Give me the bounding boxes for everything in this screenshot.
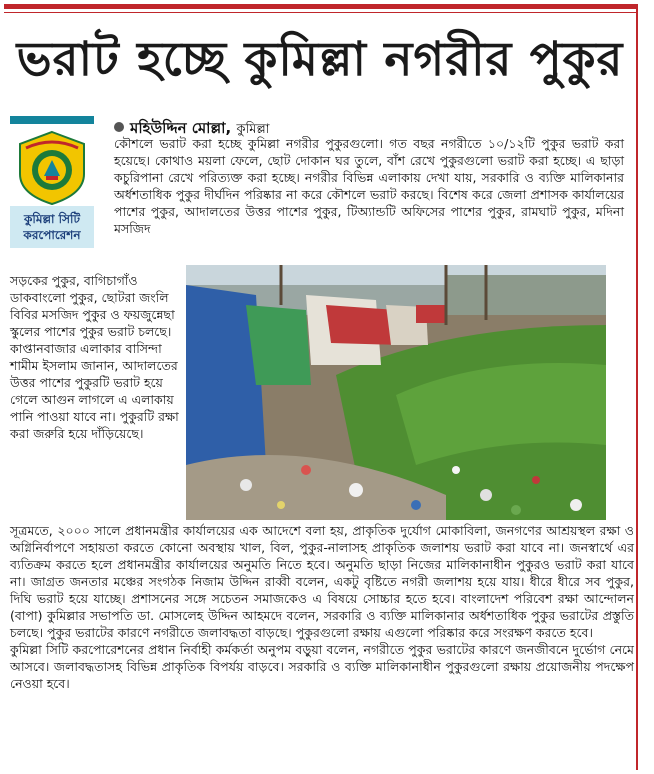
seal-icon — [16, 130, 88, 206]
bullet-icon — [114, 122, 124, 132]
author: মহিউদ্দিন মোল্লা, — [130, 119, 232, 137]
location: কুমিল্লা — [236, 122, 270, 137]
city-corporation-logo — [10, 116, 94, 214]
side-paragraph: সড়কের পুকুর, বাগিচাগাঁও ডাকবাংলো পুকুর, ছোটরা জংলি বিবির মসজিদ পুকুর ও ফয়জুন্নেছা স্কুলের পাশের পুকুর ভরাট চলছে। কাপ্তানবাজার এলাকার বাসিন্দা শামীম ইসলাম জানান, আদালতের উত্তর পাশের পুকুরটি ভরাট হয়ে গেলে আগুন লাগলে এ এলাকায় পানি পাওয়া যাবে না। পুকুরটি রক্ষা করা জরুরি হয়ে দাঁড়িয়েছে। — [10, 273, 179, 441]
body-text — [10, 522, 634, 692]
article-photo — [186, 265, 606, 520]
body-paragraph: সূত্রমতে, ২০০০ সালে প্রধানমন্ত্রীর কার্যালয়ের এক আদেশে বলা হয়, প্রাকৃতিক দুর্যোগ মোকাবিলা, জনগণের আশ্রয়স্থল রক্ষা ও অগ্নিনির্বাপণে সহায়তা করতে কোনো অবস্থায় খাল, বিল, পুকুর-নালাসহ প্রাকৃতিক জলাশয় ভরাট করা যাবে না। জনস্বার্থে এর ব্যতিক্রম করতে হলে প্রধানমন্ত্রীর কার্যালয়ের অনুমতি নিতে হবে। অনুমতি ছাড়া নিজের মালিকানাধীন পুকুরও ভরাট করা যাবে না। জাগ্রত জনতার মঞ্চের সংগঠক নিজাম উদ্দিন রাব্বী বলেন, একটু বৃষ্টিতে নগরী জলাশয় হয়ে যায়। ধীরে ধীরে সব পুকুর, দিঘি ভরাট হয়ে যাচ্ছে। প্রশাসনের সঙ্গে সচেতন সমাজকেও এ বিষয়ে সোচ্চার হতে হবে। বাংলাদেশ পরিবেশ রক্ষা আন্দোলন (বাপা) কুমিল্লার সভাপতি ডা. মোসলেহ উদ্দিন আহমদে বলেন, সরকারি ও ব্যক্তি মালিকানার অর্ধশতাধিক পুকুর ভরাটের প্রস্তুতি চলছে। পুকুর ভরাটের কারণে নগরীতে জলাবদ্ধতা বাড়ছে। পুকুরগুলো রক্ষায় এগুলো পরিষ্কার করে সংরক্ষণ করতে হবে। — [10, 523, 634, 640]
top-rule — [4, 12, 636, 13]
body-paragraph: কুমিল্লা সিটি করপোরেশনের প্রধান নির্বাহী কর্মকর্তা অনুপম বড়ুয়া বলেন, নগরীতে পুকুর ভরাটের কারণে জনজীবনে দুর্ভোগ নেমে আসবে। জলাবদ্ধতাসহ বিভিন্ন প্রাকৃতিক বিপর্যয় বাড়বে। সরকারি ও ব্যক্তি মালিকানাধীন পুকুরগুলো রক্ষায় প্রয়োজনীয় পদক্ষেপ নেওয়া হবে। — [10, 642, 634, 691]
pond-landfill-photo — [186, 265, 606, 520]
intro-paragraph: কৌশলে ভরাট করা হচ্ছে কুমিল্লা নগরীর পুকুরগুলো। গত বছর নগরীতে ১০/১২টি পুকুর ভরাট করা হয়েছে। কোথাও ময়লা ফেলে, ছোট দোকান ঘর তুলে, বাঁশ রেখে পুকুরগুলো ভরাট করা হচ্ছে। এ ছাড়া কচুরিপানা রেখে পরিত্যক্ত করা হচ্ছে। নগরীর বিভিন্ন এলাকায় দেখা যায়, সরকারি ও ব্যক্তি মালিকানার অর্ধশতাধিক পুকুর দীর্ঘদিন পরিষ্কার না করে কৌশলে ভরাট করছে। বিশেষ করে জেলা প্রশাসক কার্যালয়ের পাশের পুকুর, আদালতের উত্তর পাশের পুকুর, টিঅ্যান্ডটি অফিসের পাশের পুকুর, রামঘাট পুকুর, মদিনা মসজিদ — [114, 136, 624, 236]
headline: ভরাট হচ্ছে কুমিল্লা নগরীর পুকুর — [16, 32, 624, 87]
logo-caption: কুমিল্লা সিটি করপোরেশন — [10, 206, 94, 248]
